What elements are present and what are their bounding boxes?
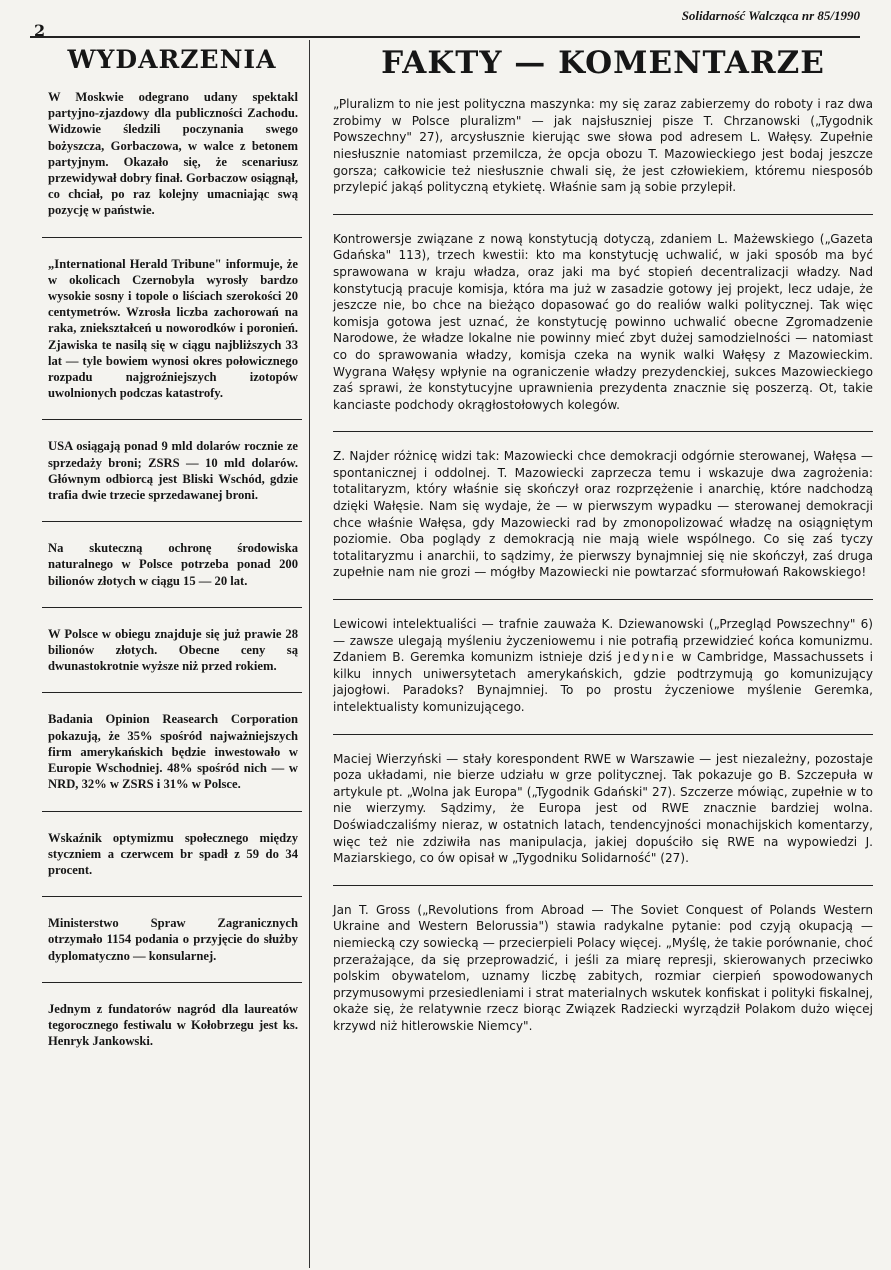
event-item: Badania Opinion Reasearch Corporation pokazują, że 35% spośród najważniejszych firm amerykańskich będzie inwestowało w Europie Wschodniej. 48% spośród nich — w NRD, 32% w ZSRS i 31% w Polsce. — [48, 712, 298, 792]
event-item: Na skuteczną ochronę środowiska naturalnego w Polsce potrzeba ponad 200 bilionów złotych w ciągu 15 — 20 lat. — [48, 541, 298, 588]
comment-text: w Cambridge, Massachussets i kilku innych uniwersytetach amerykańskich, gdzie podtrzymują go komunizujący jajogłowi. Paradoks? Bynajmniej. To po prostu życzeniowe myślenie Geremka, intelektualisty komunizującego. — [333, 650, 873, 714]
event-item: „International Herald Tribune" informuje, że w okolicach Czernobyla wyrosły bardzo wysokie sosny i topole o liściach szerokości 20 centymetrów. Wzrosła liczba zachorowań na raka, zniekształceń u noworodków i poronień. Zjawiska te nasilą się w ciągu najbliższych 33 lat — tyle bowiem wynosi okres połowicznego rozpadu najgroźniejszych izotopów uwolnionych podczas katastrofy. — [48, 256, 298, 401]
divider — [333, 734, 873, 735]
comment-item: Maciej Wierzyński — stały korespondent RWE w Warszawie — jest niezależny, pozostaje poza układami, nie bierze udziału w grze politycznej. Tak pokazuje go B. Szczepuła w artykule pt. „Wolna jak Europa" („Tygodnik Gdański" 27). Szczerze mówiąc, zupełnie w to nie wierzymy. Sądzimy, że Europa jest od RWE znacznie bardziej wolna. Doświadczaliśmy nieraz, w ostatnich latach, tendencyjności monachijskich komentarzy, więc też nie zdziwiła nas manipulacja, jakiej dopuściło się RWE na wypowiedzi J. Maziarskiego, co ów opisał w „Tygodniku Solidarność" (27). — [333, 751, 873, 866]
comment-item: Kontrowersje związane z nową konstytucją dotyczą, zdaniem L. Mażewskiego („Gazeta Gdańska" 113), trzech kwestii: kto ma konstytucję uchwalić, w jaki sposób ma być sprawowana w kraju władza, oraz jaki ma być stopień decentralizacji władzy. Nad konstytucją pracuje komisja, która ma już w zasadzie gotowy jej projekt, lecz udaje, że jeszcze nie, bo chce na bieżąco dopasować go do realiów walki politycznej. Tak więc komisja gotowa jest uznać, że konstytucję powinno uchwalić obecne Zgromadzenie Narodowe, że władze lokalne nie powinny mieć zbyt dużej samodzielności — natomiast co do sprawowania władzy, komisja czeka na wynik walki Wałęsy z Mazowieckim. Wygrana Wałęsy wpłynie na ograniczenie władzy prezydenckiej, sukces Mazowieckiego zaś sprawi, że konstytucyjne uprawnienia prezydenta znacznie się poszerzą. Ot, takie kanciaste podchody okrągłostołowych kolegów. — [333, 231, 873, 412]
issue-label: Solidarność Walcząca nr 85/1990 — [681, 8, 860, 23]
divider — [333, 599, 873, 600]
event-item: Ministerstwo Spraw Zagranicznych otrzymało 1154 podania o przyjęcie do służby dyplomatyczno — konsularnej. — [48, 916, 298, 963]
divider — [333, 885, 873, 886]
events-title: WYDARZENIA — [67, 45, 277, 74]
divider — [333, 214, 873, 215]
divider — [42, 607, 302, 608]
event-item: USA osiągają ponad 9 mld dolarów rocznie ze sprzedaży broni; ZSRS — 10 mld dolarów. Głównym odbiorcą jest Bliski Wschód, gdzie trafia dwie trzecie sprzedawanej broni. — [48, 439, 298, 503]
facts-title: FAKTY — KOMENTARZE — [381, 45, 825, 81]
event-item: W Polsce w obiegu znajduje się już prawie 28 bilionów złotych. Obecne ceny są dwunastokrotnie wyższe niż przed rokiem. — [48, 626, 298, 674]
page-header — [30, 6, 860, 38]
divider — [333, 431, 873, 432]
page-number: 2 — [34, 21, 46, 40]
divider — [42, 811, 302, 812]
divider — [42, 982, 302, 983]
event-item: W Moskwie odegrano udany spektakl partyjno-zjazdowy dla publiczności Zachodu. Widzowie śledzili poczynania swego bożyszcza, Gorbaczowa, w walce z betonem partyjnym. Okazało się, że scenariusz przewidywał dobry finał. Gorbaczow osiągnął, co chciał, po raz kolejny umacniając swą pozycję w państwie. — [48, 90, 298, 218]
comment-item: Z. Najder różnicę widzi tak: Mazowiecki chce demokracji odgórnie sterowanej, Wałęsa — spontanicznej i oddolnej. T. Mazowiecki zaprzecza temu i wskazuje dwa zagrożenia: totalitaryzm, który właśnie się skończył oraz rozprzężenie i anarchię, które nadchodzą dzięki Wałęsie. Nam się wydaje, że — w pierwszym wypadku — sterowanej demokracji chce właśnie Wałęsa, gdy Mazowiecki rad by zmonopolizować władzę na osiągniętym poziomie. Oba poglądy z demokracją nie mają wiele wspólnego. Co się zaś tyczy totalitaryzmu i anarchii, to sądzimy, że pierwszy bynajmniej się nie skończył, zaś druga zupełnie nam nie grozi — mógłby Mazowiecki nie powtarzać sformułowań Rakowskiego! — [333, 449, 873, 580]
divider — [42, 419, 302, 420]
event-item: Jednym z fundatorów nagród dla laureatów tegorocznego festiwalu w Kołobrzegu jest ks. Henryk Jankowski. — [48, 1001, 298, 1049]
events-column — [42, 45, 302, 1061]
comment-item — [333, 616, 873, 726]
column-divider — [309, 40, 310, 1268]
comment-item: „Pluralizm to nie jest polityczna maszynka: my się zaraz zabierzemy do roboty i raz dwa zrobimy w Polsce pluralizm" — jak najsłuszniej pisze T. Chrzanowski („Tygodnik Powszechny" 27), arcysłusznie kierując swe słowa pod adresem L. Wałęsy. Zupełnie niesłusznie natomiast przemilcza, że opcja obozu T. Mazowieckiego jest bodaj jeszcze gorsza; całkowicie też niesłusznie chwali się, że jest człowiekiem, któremu niesposób przylepić jakąś polityczną etykietę. Właśnie sam ją sobie przylepił. — [333, 97, 873, 195]
comment-item: Jan T. Gross („Revolutions from Abroad — The Soviet Conquest of Polands Western Ukraine and Western Belorussia") stawia radykalne pytanie: pod czyją okupacją — niemiecką czy sowiecką — przecierpieli Polacy więcej. „Myślę, że takie porównanie, choć przerażające, da się przeprowadzić, i jeśli za miarę represji, skierowanych przeciwko polskim obywatelom, uznamy liczbę zabitych, rozmiar cierpień spowodowanych przymusowymi przesiedleniami i strat materialnych wskutek konfiskat i polityki fiskalnej, okaże się, że relatywnie rzecz biorąc Związek Radziecki wyrządził Polakom dużo więcej krzywd niż hitlerowskie Niemcy". — [333, 902, 873, 1033]
comment-text: Lewicowi intelektualiści — trafnie zauważa K. Dziewanowski („Przegląd Powszechny" 6) — zawsze ulegają myśleniu życzeniowemu i nie potrafią przewidzieć końca komunizmu. Zdaniem B. Geremka komunizm istnieje dziś — [333, 617, 873, 665]
divider — [42, 237, 302, 238]
event-item: Wskaźnik optymizmu społecznego między styczniem a czerwcem br spadł z 59 do 34 procent. — [48, 830, 298, 877]
emphasized-word: jedynie — [617, 650, 676, 665]
divider — [42, 521, 302, 522]
facts-comments-column — [333, 45, 873, 1045]
divider — [42, 692, 302, 693]
divider — [42, 896, 302, 897]
